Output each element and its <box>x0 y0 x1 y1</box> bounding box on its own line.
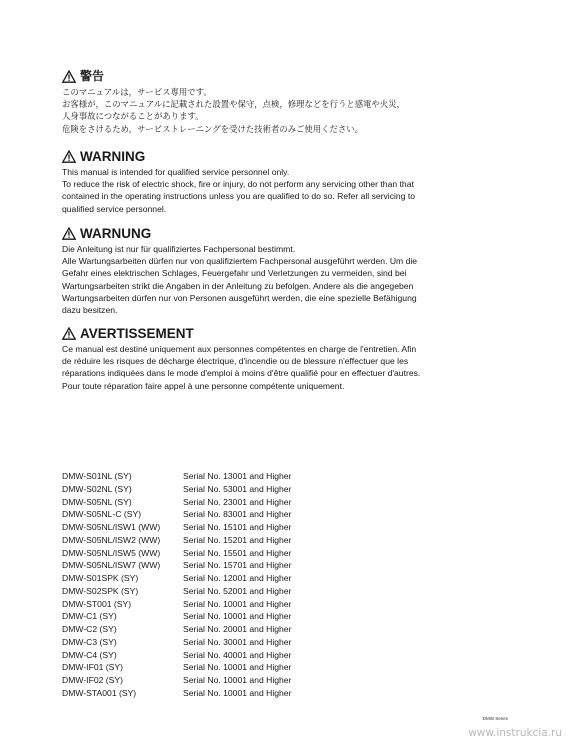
model-name: DMW-ST001 (SY) <box>62 598 132 609</box>
warning-triangle-icon <box>62 150 76 163</box>
body-line: Gefahr eines elektrischen Schlages, Feuergefahr und Verletzungen zu vermeiden, sind bei <box>62 268 407 279</box>
model-name: DMW-IF02 (SY) <box>62 675 123 685</box>
model-serial: Serial No. 15101 and Higher <box>183 522 292 532</box>
model-name: DMW-IF01 (SY) <box>62 662 123 673</box>
warning-triangle-icon <box>62 227 76 240</box>
model-name: DMW-S05NL (SY) <box>62 496 132 507</box>
model-name: DMW-S05NL/ISW5 (WW) <box>62 547 161 558</box>
model-name: DMW-S05NL/ISW2 (WW) <box>62 534 161 545</box>
model-name: DMW-C4 (SY) <box>62 649 117 660</box>
warning-triangle-icon <box>62 70 76 83</box>
model-name: DMW-S02SPK (SY) <box>62 585 139 596</box>
model-serial: Serial No. 30001 and Higher <box>183 636 292 647</box>
model-serial: Serial No. 53001 and Higher <box>183 483 292 494</box>
model-serial: Serial No. 12001 and Higher <box>183 573 292 583</box>
model-serial: Serial No. 15701 and Higher <box>183 560 292 571</box>
model-name: DMW-S05NL/ISW7 (WW) <box>62 560 161 571</box>
body-line: dazu besitzen. <box>62 305 118 316</box>
model-serial: Serial No. 40001 and Higher <box>183 649 292 660</box>
model-name: DMW-C2 (SY) <box>62 624 117 634</box>
model-serial: Serial No. 10001 and Higher <box>183 611 292 622</box>
model-row <box>62 508 362 521</box>
model-name: DMW-S01NL (SY) <box>62 471 132 481</box>
model-name: DMW-C1 (SY) <box>62 611 117 622</box>
model-serial: Serial No. 20001 and Higher <box>183 624 292 634</box>
warning-section-english <box>62 149 472 215</box>
body-line: 人身事故につながることがあります。 <box>62 111 204 122</box>
model-serial: Serial No. 15501 and Higher <box>183 547 292 558</box>
model-serial: Serial No. 10001 and Higher <box>183 598 292 609</box>
model-name: DMW-S05NL-C (SY) <box>62 509 142 520</box>
body-line: Wartungsarbeiten dürfen nur von Personen ausgeführt werden, die eine spezielle Befähigung <box>62 292 417 303</box>
body-line: お客様が，このマニュアルに記載された設置や保守，点検，修理などを行うと感電や火災， <box>62 99 406 110</box>
warning-section-french <box>62 326 472 392</box>
footer-series-label: DMW Series <box>482 716 508 721</box>
model-serial: Serial No. 13001 and Higher <box>183 471 292 481</box>
body-line: Wartungsarbeiten strikt die Angaben in der Anleitung zu befolgen. Andere als die angegeben <box>62 280 414 291</box>
model-row <box>62 470 362 483</box>
model-row <box>62 687 362 700</box>
model-serial: Serial No. 23001 and Higher <box>183 496 292 507</box>
body-line: contained in the operating instructions unless you are qualified to do so. Refer all servicing to <box>62 191 416 202</box>
model-row <box>62 649 362 662</box>
warning-section-german <box>62 226 472 316</box>
warning-section-japanese <box>62 69 472 135</box>
body-line: Ce manual est destiné uniquement aux personnes compétentes en charge de l'entretien. Afin <box>62 344 417 354</box>
model-row <box>62 636 362 649</box>
body-line: Die Anleitung ist nur für qualifiziertes Fachpersonal bestimmt. <box>62 244 296 254</box>
model-name: DMW-S05NL/ISW1 (WW) <box>62 522 161 532</box>
model-row <box>62 547 362 560</box>
model-row <box>62 598 362 611</box>
body-line: qualified service personnel. <box>62 203 167 214</box>
section-heading <box>62 69 472 84</box>
model-name: DMW-C3 (SY) <box>62 636 117 647</box>
model-name: DMW-S01SPK (SY) <box>62 573 139 583</box>
model-row <box>62 572 362 585</box>
model-row <box>62 496 362 509</box>
model-row <box>62 559 362 572</box>
heading-text: 警告 <box>80 69 105 83</box>
model-serial: Serial No. 10001 and Higher <box>183 675 292 685</box>
body-line: 危険をさけるため，サービストレーニングを受けた技術者のみご使用ください。 <box>62 123 363 134</box>
model-row <box>62 661 362 674</box>
body-line: Pour toute réparation faire appel à une personne compétente uniquement. <box>62 380 345 391</box>
heading-text: AVERTISSEMENT <box>80 326 194 341</box>
model-row <box>62 674 362 687</box>
model-row <box>62 585 362 598</box>
model-name: DMW-STA001 (SY) <box>62 687 137 698</box>
model-name: DMW-S02NL (SY) <box>62 483 132 494</box>
model-serial: Serial No. 10001 and Higher <box>183 662 292 673</box>
model-row <box>62 483 362 496</box>
body-line: To reduce the risk of electric shock, fire or injury, do not perform any servicing other than that <box>62 179 414 190</box>
body-line: This manual is intended for qualified service personnel only. <box>62 167 290 177</box>
model-serial: Serial No. 52001 and Higher <box>183 585 292 596</box>
heading-text: WARNING <box>80 149 146 164</box>
watermark-text: www.instrukcia.ru <box>468 727 562 739</box>
body-line: réparations indiquées dans le mode d'emploi à moins d'être qualifié pour en effectuer d'autres. <box>62 368 421 379</box>
model-row <box>62 521 362 534</box>
model-serial: Serial No. 83001 and Higher <box>183 509 292 520</box>
body-line: このマニュアルは，サービス専用です。 <box>62 87 212 97</box>
model-row <box>62 534 362 547</box>
model-serial-list <box>62 470 362 700</box>
model-serial: Serial No. 15201 and Higher <box>183 534 292 545</box>
section-heading <box>62 326 472 341</box>
section-heading <box>62 149 472 164</box>
heading-text: WARNUNG <box>80 226 152 241</box>
model-serial: Serial No. 10001 and Higher <box>183 687 292 698</box>
body-line: de réduire les risques de décharge électrique, d'incendie ou de blessure n'effectuer que les <box>62 356 409 367</box>
section-heading <box>62 226 472 241</box>
model-row <box>62 623 362 636</box>
warning-triangle-icon <box>62 327 76 340</box>
model-row <box>62 610 362 623</box>
body-line: Alle Wartungsarbeiten dürfen nur von qualifiziertem Fachpersonal ausgeführt werden. Um die <box>62 256 418 267</box>
